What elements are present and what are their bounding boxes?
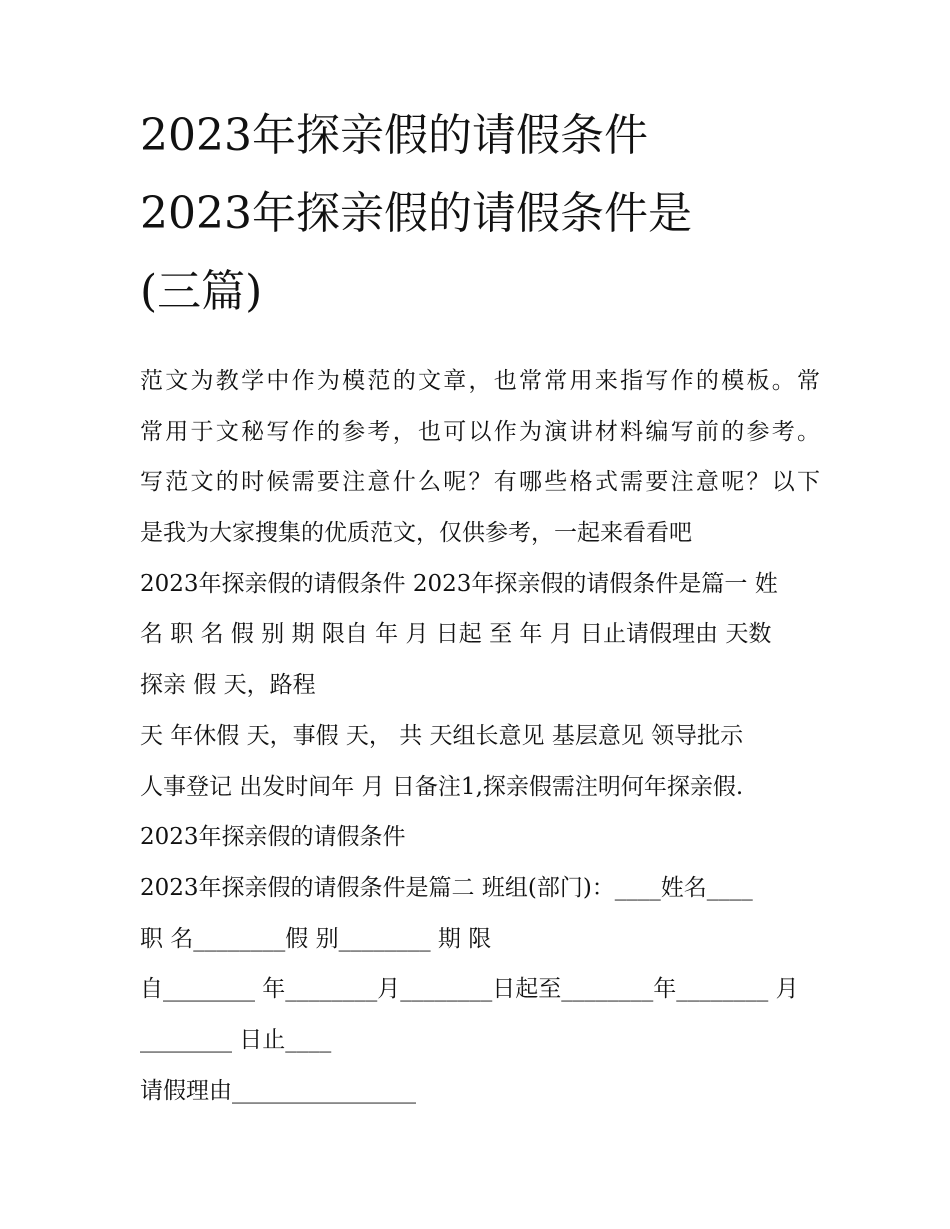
body-line-15: 请假理由________________ [140, 1077, 416, 1104]
body-line-12: 职 名________假 别________ 期 限 [140, 925, 492, 952]
body-line-9: 人事登记 出发时间年 月 日备注1,探亲假需注明何年探亲假. [140, 773, 744, 800]
body-line-3: 写范文的时候需要注意什么呢？有哪些格式需要注意呢？以下 [140, 469, 820, 496]
body-line-11: 2023年探亲假的请假条件是篇二 班组(部门)：____姓名____ [140, 874, 753, 901]
body-line-2: 常用于文秘写作的参考，也可以作为演讲材料编写前的参考。 [140, 418, 820, 445]
title-line-1: 2023年探亲假的请假条件 [140, 110, 648, 161]
document-title [140, 112, 840, 346]
body-line-6: 名 职 名 假 别 期 限自 年 月 日起 至 年 月 日止请假理由 天数 [140, 621, 772, 648]
body-line-5: 2023年探亲假的请假条件 2023年探亲假的请假条件是篇一 姓 [140, 570, 778, 597]
body-line-10: 2023年探亲假的请假条件 [140, 824, 406, 851]
body-line-14: ________ 日止____ [140, 1026, 332, 1053]
title-line-2: 2023年探亲假的请假条件是 [140, 188, 692, 239]
body-line-1: 范文为教学中作为模范的文章，也常常用来指写作的模板。常 [140, 368, 820, 394]
body-line-13: 自________ 年________月________日起至________年________ 月 [140, 976, 799, 1003]
title-line-3: (三篇) [140, 266, 263, 317]
document-body [140, 356, 820, 1116]
body-line-7: 探亲 假 天，路程 [140, 672, 316, 699]
body-line-4: 是我为大家搜集的优质范文，仅供参考，一起来看看吧 [140, 520, 692, 547]
body-line-8: 天 年休假 天，事假 天， 共 天组长意见 基层意见 领导批示 [140, 722, 744, 749]
